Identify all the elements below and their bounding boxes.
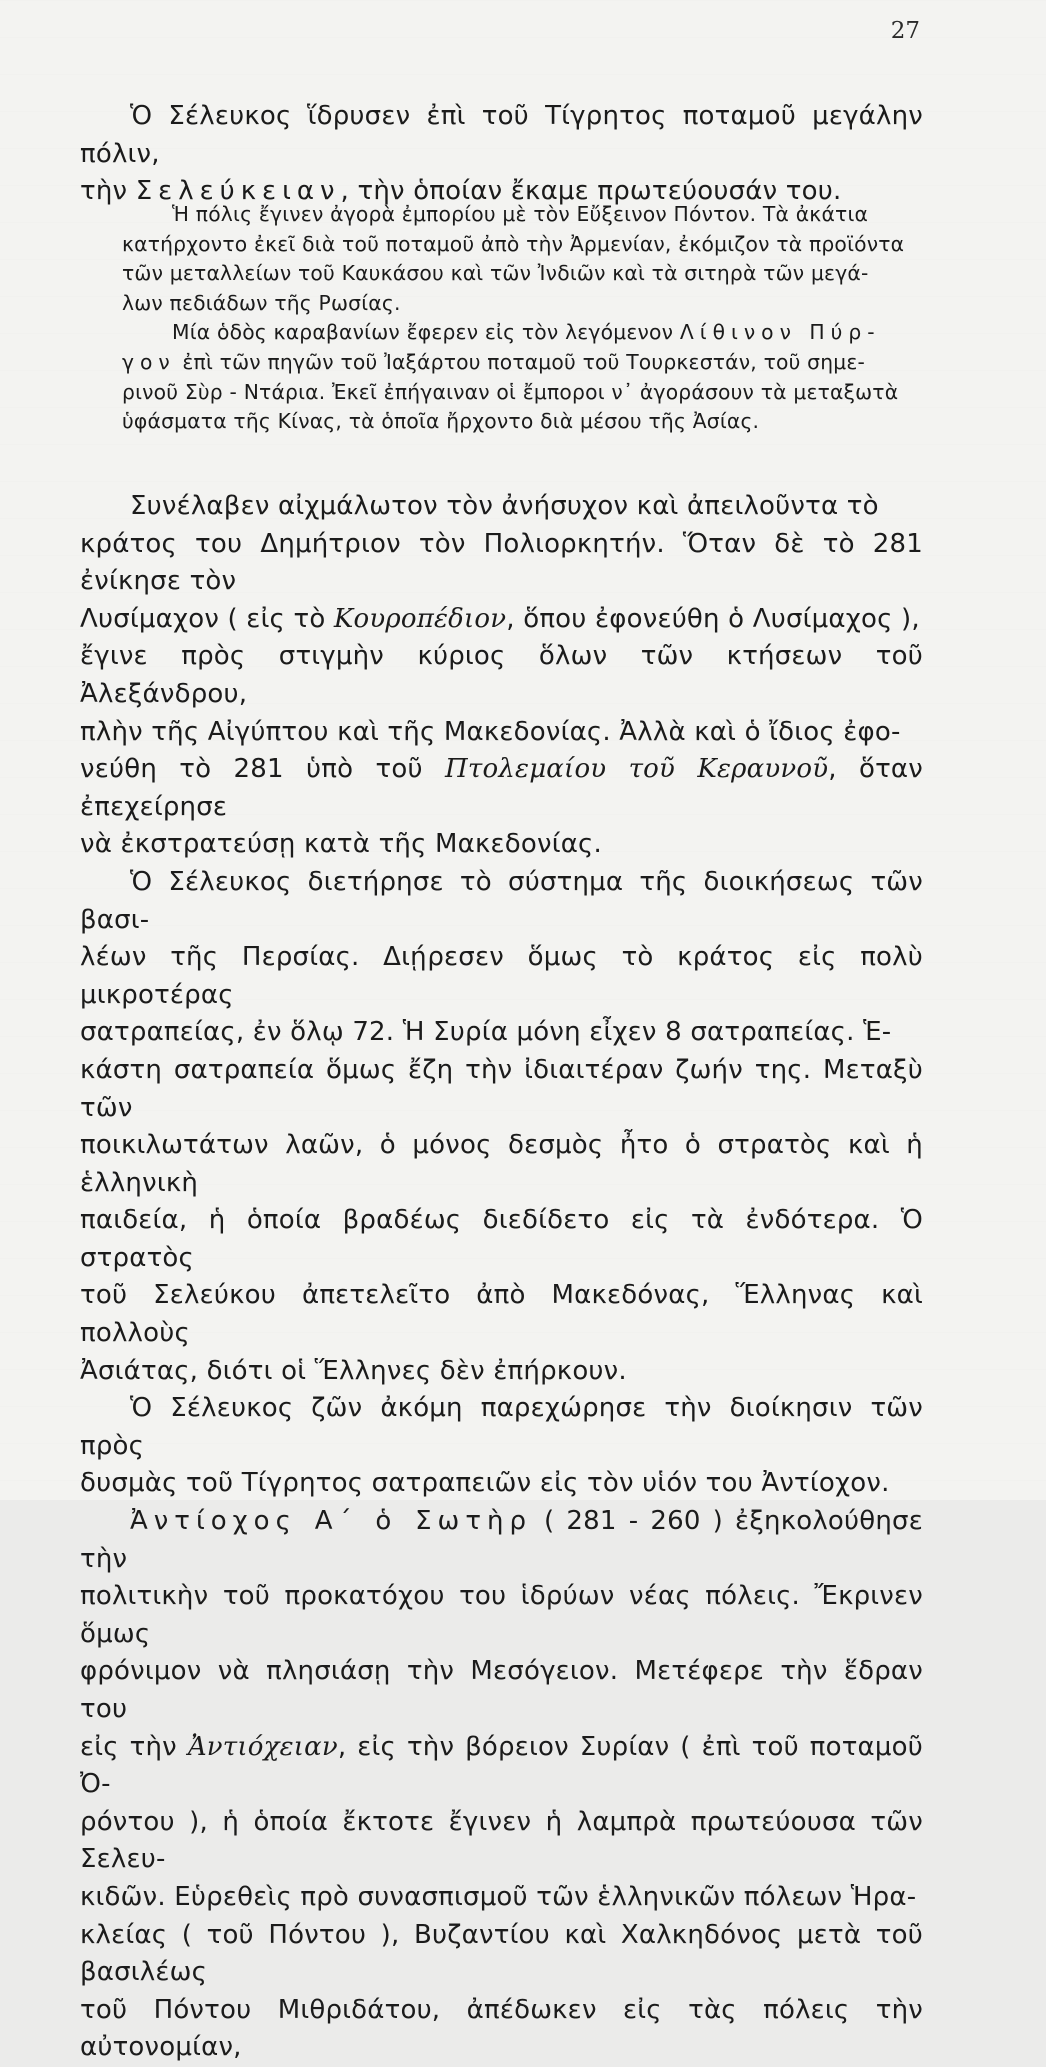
paragraph-line [80,98,923,173]
line-text: λων πεδιάδων τῆς Ρωσίας. [122,290,401,315]
paragraph-line [80,1277,923,1352]
line-text: κράτος του Δημήτριον τὸν Πολιορκητήν. Ὅταν δὲ τὸ 281 ἐνίκησε τὸν [80,528,923,597]
line-text: λέων τῆς Περσίας. Διῄρεσεν ὅμως τὸ κράτος εἰς πολὺ μικροτέρας [80,942,923,1010]
line-text: Μία ὁδὸς καραβανίων ἔφερεν εἰς τὸν λεγόμενον [172,320,680,345]
paragraph-line [80,1578,923,1653]
line-text: κιδῶν. Εὑρεθεὶς πρὸ συνασπισμοῦ τῶν ἑλληνικῶν πόλεων Ἡρα- [80,1881,917,1912]
line-text: εἰς τὴν [80,1731,188,1762]
note-line [122,348,922,378]
line-text: κλείας ( τοῦ Πόντου ), Βυζαντίου καὶ Χαλκηδόνος μετὰ τοῦ βασιλέως [80,1919,923,1988]
paragraph-line [80,1917,923,1992]
line-text: κάστη σατραπεία ὅμως ἔζη τὴν ἰδιαιτέραν ζωήν της. Μεταξὺ τῶν [80,1054,923,1123]
paragraph-line [80,1465,923,1503]
line-text: ἔγινε πρὸς στιγμὴν κύριος ὅλων τῶν κτήσεων τοῦ Ἀλεξάνδρου, [80,641,923,709]
note-line [122,407,922,437]
note-line [122,318,922,348]
spaced-term: Λίθινον Πύρ- [679,320,881,345]
paragraph-line [80,714,923,752]
italic-term: Κουροπέδιον [333,603,507,634]
line-text: πλὴν τῆς Αἰγύπτου καὶ τῆς Μακεδονίας. Ἀλλὰ καὶ ὁ ἴδιος ἐφο- [80,716,901,747]
paragraph-line [80,864,923,939]
line-text: ἐπὶ τῶν πηγῶν τοῦ Ἰαξάρτου ποταμοῦ τοῦ Τουρκεστάν, τοῦ σημε- [175,349,866,374]
line-text: Ὁ Σέλευκος ἵδρυσεν ἐπὶ τοῦ Τίγρητος ποταμοῦ μεγάλην πόλιν, [80,101,923,169]
page-number: 27 [890,18,920,44]
spaced-term: γον [122,349,176,374]
line-text: φρόνιμον νὰ πλησιάσῃ τὴν Μεσόγειον. Μετέφερε τὴν ἕδραν του [80,1656,923,1724]
line-text: ὑφάσματα τῆς Κίνας, τὰ ὁποῖα ἤρχοντο διὰ μέσου τῆς Ἀσίας. [122,409,760,434]
line-text: , εἰς τὴν βόρειον Συρίαν ( ἐπὶ τοῦ ποταμοῦ Ὀ- [80,1731,923,1800]
line-text: τὴν [80,176,136,207]
line-text: δυσμὰς τοῦ Τίγρητος σατραπειῶν εἰς τὸν υἱόν του Ἀντίοχον. [80,1468,890,1499]
note-line [122,259,922,289]
line-text: κατήρχοντο ἐκεῖ διὰ τοῦ ποταμοῦ ἀπὸ τὴν Ἀρμενίαν, ἐκόμιζον τὰ προϊόντα [122,231,905,256]
paragraph-line [80,1127,923,1202]
paragraph-line [80,1503,923,1578]
paragraph-line [80,1804,923,1879]
paragraph-line [80,1390,923,1465]
paragraph-line [80,1992,923,2067]
line-text: νεύθη τὸ 281 ὑπὸ τοῦ [80,754,446,785]
paragraph-line [80,1653,923,1728]
note-line [122,200,922,230]
line-text: τῶν μεταλλείων τοῦ Καυκάσου καὶ τῶν Ἰνδιῶν καὶ τὰ σιτηρὰ τῶν μεγά- [122,261,869,286]
note-line [122,378,922,408]
paragraph-line [80,826,923,864]
paragraph-line [80,638,923,713]
line-text: Ἡ πόλις ἔγινεν ἀγορὰ ἐμπορίου μὲ τὸν Εὔξεινον Πόντον. Τὰ ἀκάτια [172,202,869,226]
line-text: ρόντου ), ἡ ὁποία ἔκτοτε ἔγινεν ἡ λαμπρὰ πρωτεύουσα τῶν Σελευ- [80,1806,923,1875]
line-text: , τὴν ὁποίαν ἔκαμε πρωτεύουσάν του. [340,176,842,207]
line-text: πολιτικὴν τοῦ προκατόχου του ἱδρύων νέας πόλεις. Ἔκρινεν ὅμως [80,1581,923,1649]
italic-term: Πτολεμαίου τοῦ Κεραυνοῦ [445,754,829,785]
note-line [122,289,922,319]
line-text: Συνέλαβεν αἰχμάλωτον τὸν ἀνήσυχον καὶ ἀπειλοῦντα τὸ [130,491,879,521]
line-text: Λυσίμαχον ( εἰς τὸ [80,603,334,634]
main-text [80,488,923,2067]
paragraph-line [80,1353,923,1391]
line-text: , ὅταν ἐπεχείρησε [80,754,923,822]
line-text: ( 281 - 260 ) ἐξηκολούθησε τὴν [80,1506,923,1574]
top-paragraph [80,98,923,211]
line-text: παιδεία, ἡ ὁποία βραδέως διεδίδετο εἰς τὰ ἐνδότερα. Ὁ στρατὸς [80,1205,923,1273]
note-section [122,200,922,437]
line-text: τοῦ Πόντου Μιθριδάτου, ἀπέδωκεν εἰς τὰς πόλεις τὴν αὐτονομίαν, [80,1994,923,2063]
spaced-term: Ἀντίοχος Α΄ ὁ Σωτὴρ [130,1506,532,1537]
paragraph-line [80,488,923,526]
paragraph-line [80,526,923,601]
line-text: Ὁ Σέλευκος διετήρησε τὸ σύστημα τῆς διοικήσεως τῶν βασι- [80,866,923,935]
italic-term: Ἀντιόχειαν [187,1731,338,1762]
line-text: σατραπείας, ἐν ὅλῳ 72. Ἡ Συρία μόνη εἶχεν 8 σατραπείας. Ἑ- [80,1017,892,1048]
paragraph-line [80,751,923,826]
paragraph-line [80,1729,923,1804]
line-text: ποικιλωτάτων λαῶν, ὁ μόνος δεσμὸς ἦτο ὁ στρατὸς καὶ ἡ ἑλληνικὴ [80,1130,923,1198]
line-text: τοῦ Σελεύκου ἀπετελεῖτο ἀπὸ Μακεδόνας, Ἕλληνας καὶ πολλοὺς [80,1280,923,1349]
line-text: Ἀσιάτας, διότι οἱ Ἕλληνες δὲν ἐπήρκουν. [80,1355,627,1386]
paragraph-line [80,1879,923,1917]
line-text: ρινοῦ Σὺρ - Ντάρια. Ἐκεῖ ἐπήγαιναν οἱ ἔμποροι ν᾿ ἀγοράσουν τὰ μεταξωτὰ [122,379,899,404]
paragraph-line [80,1052,923,1127]
note-line [122,230,922,260]
paragraph-line [80,1202,923,1277]
line-text: , ὅπου ἐφονεύθη ὁ Λυσίμαχος ), [506,603,920,634]
paragraph-line [80,601,923,639]
line-text: νὰ ἐκστρατεύσῃ κατὰ τῆς Μακεδονίας. [80,829,602,860]
line-text: Ὁ Σέλευκος ζῶν ἀκόμη παρεχώρησε τὴν διοίκησιν τῶν πρὸς [80,1393,923,1461]
spaced-term: Σελεύκειαν [135,176,341,207]
paragraph-line [80,1014,923,1052]
paragraph-line [80,939,923,1014]
